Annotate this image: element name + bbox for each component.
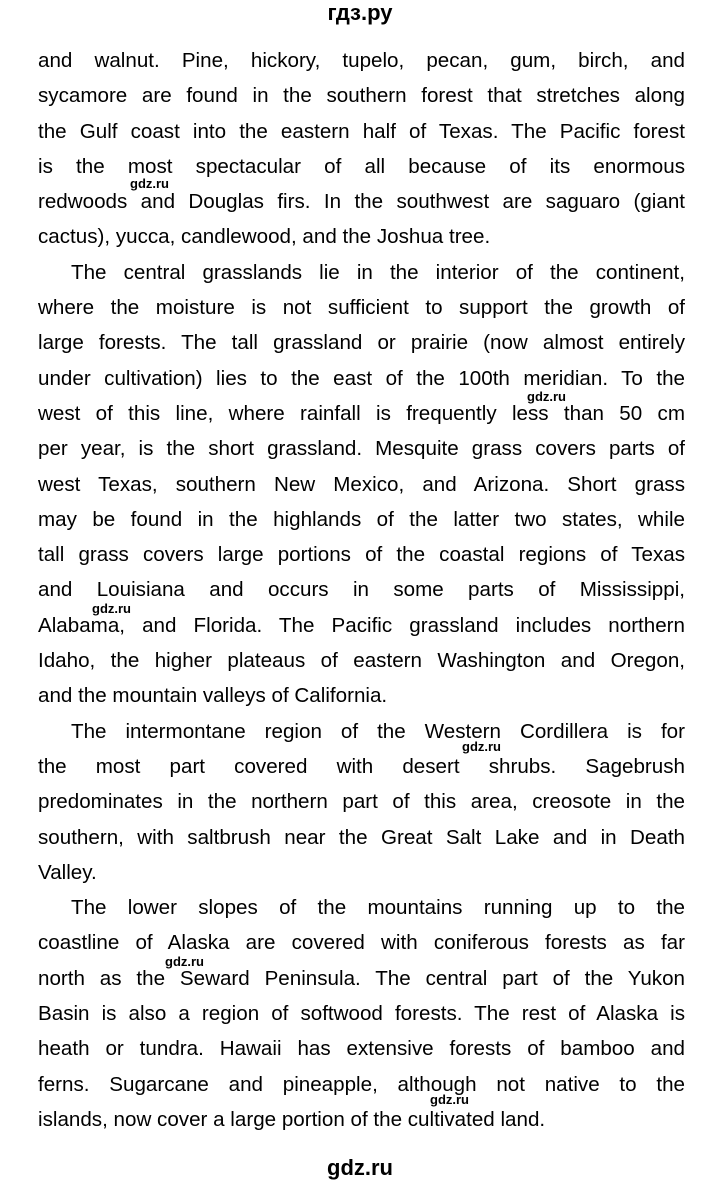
text-line: per year, is the short grassland. Mesquite grass covers parts of xyxy=(38,437,685,461)
watermark: gdz.ru xyxy=(92,601,131,616)
text-line: may be found in the highlands of the latter two states, while xyxy=(38,507,685,531)
article-text xyxy=(38,43,685,1137)
watermark: gdz.ru xyxy=(527,389,566,404)
text-line: and the mountain valleys of California. xyxy=(38,684,388,708)
text-line: The intermontane region of the Western Cordillera is for xyxy=(71,719,685,743)
paragraph-grasslands xyxy=(38,255,685,714)
text-line: coastline of Alaska are covered with coniferous forests as far xyxy=(38,931,685,955)
text-line: where the moisture is not sufficient to support the growth of xyxy=(38,296,685,320)
text-line: and walnut. Pine, hickory, tupelo, pecan, gum, birch, and xyxy=(38,49,685,72)
text-line: cactus), yucca, candlewood, and the Joshua tree. xyxy=(38,225,491,249)
text-line: west Texas, southern New Mexico, and Arizona. Short grass xyxy=(38,472,685,496)
paragraph-alaska-hawaii xyxy=(38,890,685,1137)
text-line: heath or tundra. Hawaii has extensive forests of bamboo and xyxy=(38,1037,685,1061)
text-line: Valley. xyxy=(38,860,97,884)
paragraph-forests-end xyxy=(38,43,685,255)
text-line: islands, now cover a large portion of the cultivated land. xyxy=(38,1107,546,1131)
text-line: the Gulf coast into the eastern half of Texas. The Pacific forest xyxy=(38,119,685,143)
text-line: Basin is also a region of softwood forests. The rest of Alaska is xyxy=(38,1002,685,1026)
text-line: under cultivation) lies to the east of the 100th meridian. To the xyxy=(38,366,685,390)
text-line: ferns. Sugarcane and pineapple, although not native to the xyxy=(38,1072,685,1096)
text-line: The lower slopes of the mountains running up to the xyxy=(71,896,685,920)
text-line: southern, with saltbrush near the Great Salt Lake and in Death xyxy=(38,825,685,849)
page-footer: gdz.ru xyxy=(327,1155,393,1180)
watermark: gdz.ru xyxy=(165,954,204,969)
text-line: west of this line, where rainfall is frequently less than 50 cm xyxy=(38,401,685,425)
watermark: gdz.ru xyxy=(130,176,169,191)
text-line: tall grass covers large portions of the coastal regions of Texas xyxy=(38,543,685,567)
text-line: and Louisiana and occurs in some parts of Mississippi, xyxy=(38,578,685,602)
text-line: Idaho, the higher plateaus of eastern Washington and Oregon, xyxy=(38,649,685,673)
watermark: gdz.ru xyxy=(430,1092,469,1107)
text-line: Alabama, and Florida. The Pacific grassland includes northern xyxy=(38,613,685,637)
text-line: redwoods and Douglas firs. In the southwest are saguaro (giant xyxy=(38,190,685,214)
watermark: gdz.ru xyxy=(462,739,501,754)
page-header: гдз.ру xyxy=(327,0,393,25)
text-line: The central grasslands lie in the interior of the continent, xyxy=(71,260,685,284)
text-line: is the most spectacular of all because of its enormous xyxy=(38,154,685,178)
text-line: sycamore are found in the southern forest that stretches along xyxy=(38,84,685,108)
text-line: large forests. The tall grassland or prairie (now almost entirely xyxy=(38,331,685,355)
text-line: predominates in the northern part of this area, creosote in the xyxy=(38,790,685,814)
paragraph-intermontane xyxy=(38,714,685,890)
text-line: north as the Seward Peninsula. The central part of the Yukon xyxy=(38,966,685,990)
text-line: the most part covered with desert shrubs. Sagebrush xyxy=(38,754,685,778)
